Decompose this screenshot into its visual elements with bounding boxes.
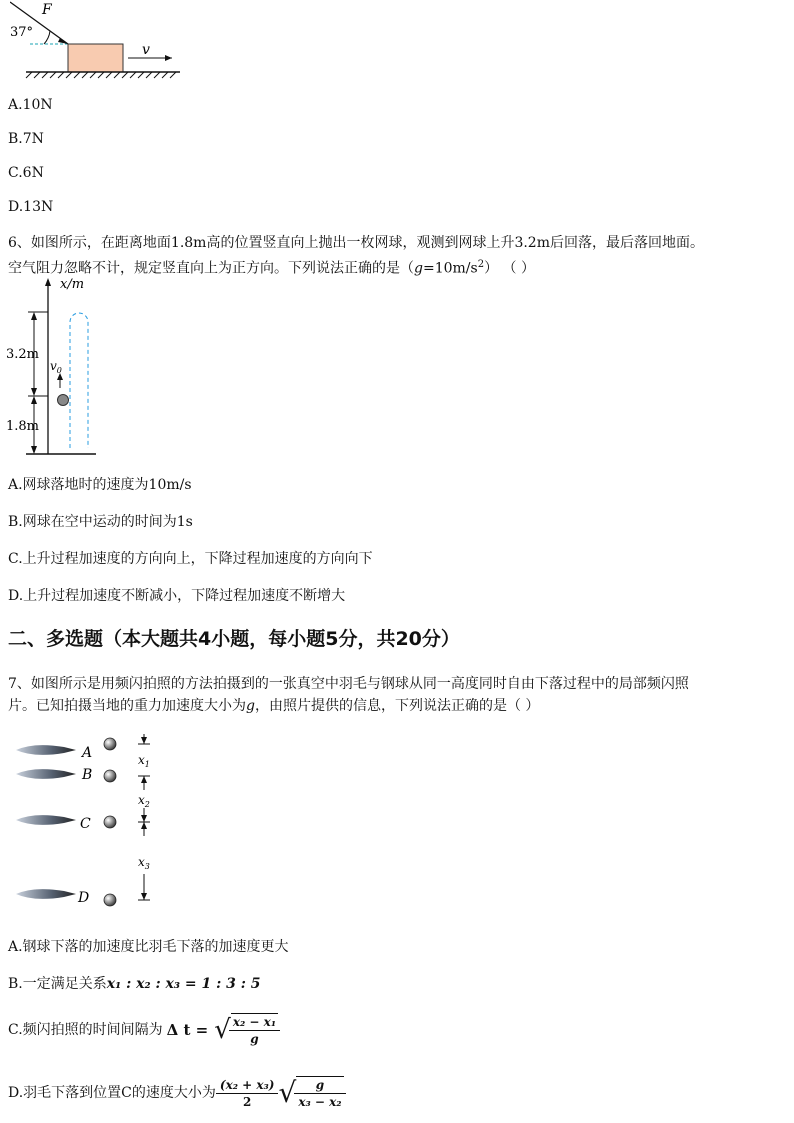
label-c: C [80,816,91,832]
label-d: D [78,890,90,906]
q5-option-d: D.13N [8,199,54,215]
tennis-ball-figure [6,276,116,460]
option-d-fraction: $\frac{\text{(x₂ + x₃)}}{2}$ [218,1077,277,1110]
ground-hatch [26,72,176,78]
block [68,44,123,72]
q6-option-c: C.上升过程加速度的方向向上，下降过程加速度的方向向下 [8,551,373,567]
lower-height-label: 1.8m [6,419,40,434]
block-force-figure [10,0,190,82]
sqrt-symbol-d: √ [278,1076,297,1109]
option-c-lhs: Δ t = [166,1021,209,1039]
label-b: B [82,767,93,783]
x2-label: $x_2$ [138,793,150,809]
ball-a [104,738,116,750]
q7-option-a: A.钢球下落的加速度比羽毛下落的加速度更大 [8,939,289,955]
q6-line2: 空气阻力忽略不计，规定竖直向上为正方向。下列说法正确的是$(g=10m/s^2)$ （ ） [8,259,535,277]
feather-c-icon [16,815,76,825]
angle-arc [44,31,50,44]
q7-line2: 片。已知拍摄当地的重力加速度大小为g，由照片提供的信息，下列说法正确的是（ ） [8,698,540,714]
velocity-label: v [142,42,150,58]
q5-option-a: A.10N [8,97,53,113]
x3-label: $x_3$ [138,855,150,871]
q6-stem [8,232,788,280]
axis-label: x/m [60,277,85,292]
ball-d [104,894,116,906]
q7-option-c: C.频闪拍照的时间间隔为 Δ t = √ $\frac{\text{x₂ − x₁}}{g}$ [8,1010,278,1050]
sqrt-symbol-c: √ [214,1015,231,1045]
upper-height-label: 3.2m [6,347,40,362]
q7-option-b: B.一定满足关系x₁ : x₂ : x₃ = 1 : 3 : 5 [8,976,261,992]
option-c-fraction: $\frac{\text{x₂ − x₁}}{g}$ [231,1013,278,1047]
q5-option-c: C.6N [8,165,44,181]
force-label: F [42,2,52,18]
q5-option-b: B.7N [8,131,44,147]
x1-label: $x_1$ [138,753,150,769]
feather-a-icon [16,745,76,755]
label-a: A [82,745,93,761]
q7-stem [8,673,788,717]
q6-option-a: A.网球落地时的速度为10m/s [8,477,192,493]
feather-d-icon [16,889,76,899]
feather-b-icon [16,769,76,779]
q7-line1: 7、如图所示是用频闪拍照的方法拍摄到的一张真空中羽毛与钢球从同一高度同时自由下落过程中的局部频闪照 [8,676,689,692]
q7-option-d: D.羽毛下落到位置C的速度大小为 $\frac{\text{(x₂ + x₃)}}{2}$ √ $\frac{g}{\text{x₃ − x₂}}$ [8,1072,344,1114]
q6-line1: 6、如图所示，在距离地面1.8m高的位置竖直向上抛出一枚网球，观测到网球上升3.2m后回落，最后落回地面。 [8,235,704,251]
strobe-photo-figure [14,734,174,914]
ball-c [104,816,116,828]
tennis-ball [58,395,69,406]
q6-option-d: D.上升过程加速度不断减小，下降过程加速度不断增大 [8,588,346,604]
trajectory-path [70,313,88,448]
ball-b [104,770,116,782]
option-d-root-fraction: $\frac{g}{\text{x₃ − x₂}}$ [296,1076,343,1110]
option-b-formula: x₁ : x₂ : x₃ = 1 : 3 : 5 [106,976,261,992]
angle-label: 37° [10,25,34,40]
v0-label: $v_0$ [50,359,62,375]
section-heading: 二、多选题（本大题共4小题，每小题5分，共20分） [8,628,460,650]
q6-option-b: B.网球在空中运动的时间为1s [8,514,193,530]
